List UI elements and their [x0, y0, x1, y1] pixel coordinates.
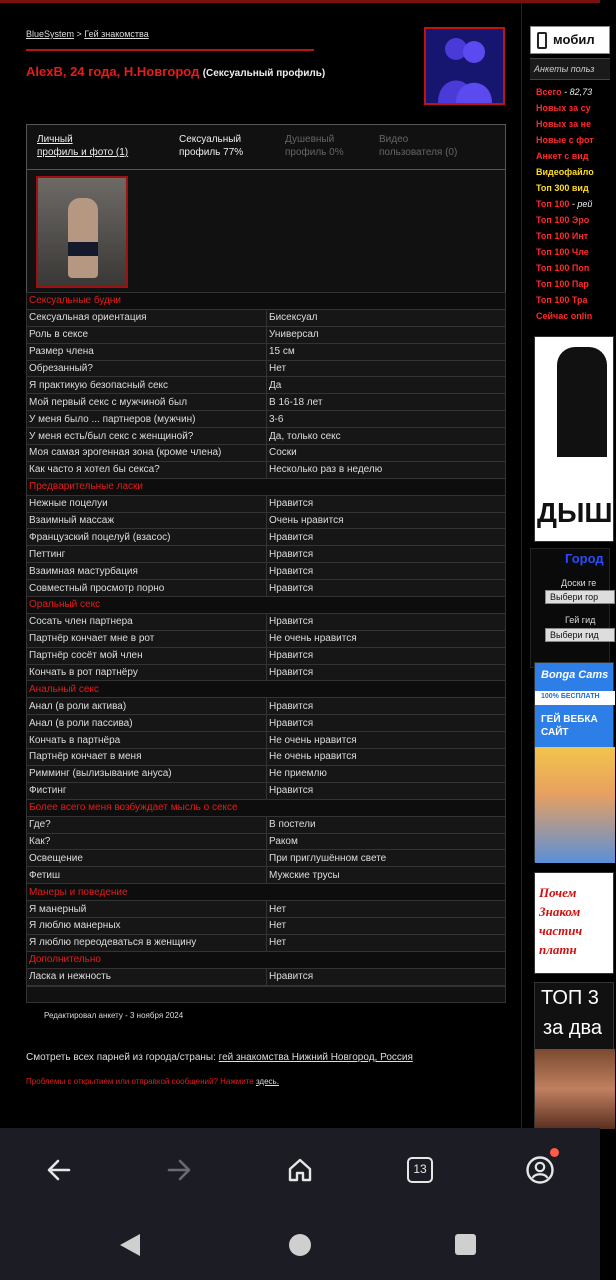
row-value: Нравится: [267, 782, 506, 799]
sidebar-link[interactable]: Топ 100 Чле: [536, 247, 589, 257]
row-label: Французский поцелуй (взасос): [27, 529, 267, 546]
row-label: Кончать в рот партнёру: [27, 664, 267, 681]
ad-banner-1[interactable]: ДЫШ: [534, 336, 614, 542]
row-label: Мой первый секс с мужчиной был: [27, 394, 267, 411]
table-row: [27, 343, 506, 360]
table-row: [27, 309, 506, 326]
table-row: [27, 833, 506, 850]
forward-button[interactable]: [159, 1150, 199, 1190]
row-label: Я люблю переодеваться в женщину: [27, 934, 267, 951]
sidebar-link[interactable]: Топ 100 Пар: [536, 279, 589, 289]
row-label: Как?: [27, 833, 267, 850]
sidebar-link[interactable]: Анкет с вид: [536, 151, 589, 161]
section-title: Анальный секс: [27, 681, 506, 698]
table-row: [27, 613, 506, 630]
breadcrumb: BlueSystem > Гей знакомства: [26, 29, 149, 39]
mobile-version-button[interactable]: мобил: [530, 26, 610, 54]
row-value: Нравится: [267, 495, 506, 512]
row-label: Сосать член партнера: [27, 613, 267, 630]
table-row: [27, 428, 506, 445]
tab-soul[interactable]: Душевный профиль 0%: [285, 134, 344, 158]
table-row: [27, 377, 506, 394]
breadcrumb-section-link[interactable]: Гей знакомства: [84, 29, 149, 39]
section-header-row: [27, 884, 506, 901]
sidebar-link[interactable]: Топ 300 вид: [536, 183, 589, 193]
tab-count: 13: [407, 1157, 433, 1183]
row-value: Нравится: [267, 664, 506, 681]
system-back-button[interactable]: [120, 1234, 140, 1256]
section-title: Сексуальные будни: [27, 293, 506, 310]
table-row: [27, 529, 506, 546]
row-label: Моя самая эрогенная зона (кроме члена): [27, 445, 267, 462]
tab-sexual[interactable]: Сексуальный профиль 77%: [179, 134, 244, 158]
row-value: Нравится: [267, 968, 506, 985]
table-row: [27, 934, 506, 951]
row-label: Я практикую безопасный секс: [27, 377, 267, 394]
row-label: Я манерный: [27, 901, 267, 918]
city-block: Город Доски ге Выбери гор Гей гид Выбери гид: [530, 548, 610, 668]
row-value: Нравится: [267, 647, 506, 664]
sidebar-header: Анкеты польз: [530, 58, 610, 80]
table-row: [27, 715, 506, 732]
section-header-row: [27, 799, 506, 816]
row-value: Нравится: [267, 563, 506, 580]
sidebar-link[interactable]: Всего - 82,73: [536, 87, 593, 97]
table-row: [27, 867, 506, 884]
row-value: В 16-18 лет: [267, 394, 506, 411]
row-label: Роль в сексе: [27, 326, 267, 343]
table-row: [27, 850, 506, 867]
profile-table: [26, 292, 506, 986]
row-label: Партнёр кончает в меня: [27, 749, 267, 766]
table-footer-bar: [26, 986, 506, 1003]
back-button[interactable]: [39, 1150, 79, 1190]
section-title: Манеры и поведение: [27, 884, 506, 901]
sidebar-link[interactable]: Сейчас onlin: [536, 311, 593, 321]
row-label: Взаимный массаж: [27, 512, 267, 529]
table-row: [27, 580, 506, 597]
row-value: Нравится: [267, 613, 506, 630]
table-row: [27, 901, 506, 918]
table-row: [27, 765, 506, 782]
table-row: [27, 495, 506, 512]
table-row: [27, 394, 506, 411]
system-home-button[interactable]: [289, 1234, 311, 1256]
row-value: Очень нравится: [267, 512, 506, 529]
row-value: Бисексуал: [267, 309, 506, 326]
row-label: У меня было ... партнеров (мужчин): [27, 411, 267, 428]
row-label: У меня есть/был секс с женщиной?: [27, 428, 267, 445]
section-title: Предварительные ласки: [27, 478, 506, 495]
home-icon: [286, 1156, 314, 1184]
tab-personal[interactable]: Личный профиль и фото (1): [37, 134, 129, 158]
row-value: 3-6: [267, 411, 506, 428]
row-value: Не очень нравится: [267, 732, 506, 749]
row-value: Несколько раз в неделю: [267, 461, 506, 478]
row-label: Сексуальная ориентация: [27, 309, 267, 326]
sidebar-link[interactable]: Топ 100 Тра: [536, 295, 588, 305]
table-row: [27, 563, 506, 580]
row-label: Ласка и нежность: [27, 968, 267, 985]
profile-subtitle: (Сексуальный профиль): [202, 68, 326, 79]
row-value: Нет: [267, 934, 506, 951]
row-value: Нравится: [267, 580, 506, 597]
table-row: [27, 917, 506, 934]
row-value: Нет: [267, 917, 506, 934]
row-value: В постели: [267, 816, 506, 833]
see-all-link[interactable]: гей знакомства Нижний Новгород, Россия: [218, 1052, 413, 1063]
main-content: [0, 3, 522, 1128]
problems-line: Проблемы с открытием или отправкой сообщений? Нажмите здесь.: [26, 1077, 279, 1086]
row-value: Нравится: [267, 698, 506, 715]
row-value: Универсал: [267, 326, 506, 343]
problems-here-link[interactable]: здесь.: [255, 1077, 279, 1086]
row-label: Обрезанный?: [27, 360, 267, 377]
row-value: Мужские трусы: [267, 867, 506, 884]
see-all-line: Смотреть всех парней из города/страны: гей знакомства Нижний Новгород, Россия: [26, 1052, 413, 1063]
row-value: Да: [267, 377, 506, 394]
row-label: Нежные поцелуи: [27, 495, 267, 512]
system-recents-button[interactable]: [455, 1234, 476, 1255]
tabs-button[interactable]: [400, 1150, 440, 1190]
section-title: Более всего меня возбуждает мысль о сексе: [27, 799, 506, 816]
row-value: Соски: [267, 445, 506, 462]
row-label: Партнёр сосёт мой член: [27, 647, 267, 664]
row-value: Нравится: [267, 715, 506, 732]
ad-banner-4[interactable]: ТОП 3 за два: [534, 982, 614, 1128]
title-divider: [26, 49, 314, 51]
row-label: Освещение: [27, 850, 267, 867]
tab-video[interactable]: Видео пользователя (0): [379, 134, 458, 158]
row-value: При приглушённом свете: [267, 850, 506, 867]
browser-toolbar: [0, 1128, 600, 1212]
right-sidebar: [530, 24, 613, 1128]
row-value: Нет: [267, 360, 506, 377]
table-row: [27, 782, 506, 799]
guides-select[interactable]: Выбери гид: [545, 628, 615, 642]
phone-icon: [537, 32, 547, 49]
edited-date: Редактировал анкету - 3 ноября 2024: [44, 1011, 184, 1020]
home-button[interactable]: [280, 1150, 320, 1190]
row-label: Партнёр кончает мне в рот: [27, 630, 267, 647]
arrow-left-icon: [45, 1156, 73, 1184]
row-value: Не очень нравится: [267, 749, 506, 766]
profile-tabs: [26, 124, 506, 170]
table-row: [27, 546, 506, 563]
table-row: [27, 698, 506, 715]
table-row: [27, 326, 506, 343]
row-label: Как часто я хотел бы секса?: [27, 461, 267, 478]
table-row: [27, 749, 506, 766]
table-row: [27, 360, 506, 377]
profile-photo[interactable]: [36, 176, 128, 288]
system-navigation: [0, 1212, 600, 1280]
section-title: Оральный секс: [27, 597, 506, 614]
row-label: Взаимная мастурбация: [27, 563, 267, 580]
row-label: Совместный просмотр порно: [27, 580, 267, 597]
notification-dot: [550, 1148, 559, 1157]
page-title: [26, 64, 325, 79]
photo-area: [26, 170, 506, 292]
row-label: Размер члена: [27, 343, 267, 360]
sidebar-link[interactable]: Топ 100 - рей: [536, 199, 593, 209]
row-label: Кончать в партнёра: [27, 732, 267, 749]
row-label: Фистинг: [27, 782, 267, 799]
row-value: Нет: [267, 901, 506, 918]
table-row: [27, 732, 506, 749]
sidebar-link[interactable]: Новых за су: [536, 103, 591, 113]
row-label: Я люблю манерных: [27, 917, 267, 934]
row-value: Раком: [267, 833, 506, 850]
sidebar-link[interactable]: Топ 100 Инт: [536, 231, 589, 241]
section-header-row: [27, 681, 506, 698]
sidebar-link[interactable]: Новых за не: [536, 119, 592, 129]
section-header-row: [27, 597, 506, 614]
table-row: [27, 647, 506, 664]
row-label: Анал (в роли актива): [27, 698, 267, 715]
account-icon: [525, 1155, 555, 1185]
row-value: Нравится: [267, 529, 506, 546]
boards-city-select[interactable]: Выбери гор: [545, 590, 615, 604]
section-title: Дополнительно: [27, 951, 506, 968]
sidebar-links: [536, 84, 616, 324]
table-row: [27, 968, 506, 985]
row-value: Нравится: [267, 546, 506, 563]
row-label: Римминг (вылизывание ануса): [27, 765, 267, 782]
row-value: 15 см: [267, 343, 506, 360]
ad-banner-2[interactable]: Bonga Cams 100% БЕСПЛАТН ГЕЙ ВЕБКА САЙТ: [534, 662, 614, 862]
table-row: [27, 816, 506, 833]
row-label: Анал (в роли пассива): [27, 715, 267, 732]
table-row: [27, 445, 506, 462]
breadcrumb-site-link[interactable]: BlueSystem: [26, 29, 75, 39]
sidebar-link[interactable]: Топ 100 Эро: [536, 215, 590, 225]
table-row: [27, 411, 506, 428]
sidebar-link[interactable]: Новые с фот: [536, 135, 594, 145]
section-header-row: [27, 293, 506, 310]
row-value: Да, только секс: [267, 428, 506, 445]
sidebar-link[interactable]: Топ 100 Поп: [536, 263, 590, 273]
row-value: Не приемлю: [267, 765, 506, 782]
table-row: [27, 512, 506, 529]
section-header-row: [27, 478, 506, 495]
row-label: Где?: [27, 816, 267, 833]
row-value: Не очень нравится: [267, 630, 506, 647]
row-label: Петтинг: [27, 546, 267, 563]
sidebar-link[interactable]: Видеофайло: [536, 167, 594, 177]
section-header-row: [27, 951, 506, 968]
row-label: Фетиш: [27, 867, 267, 884]
table-row: [27, 630, 506, 647]
couple-silhouette-icon: [426, 29, 503, 103]
table-row: [27, 664, 506, 681]
avatar[interactable]: [424, 27, 505, 105]
arrow-right-icon: [165, 1156, 193, 1184]
ad-banner-3[interactable]: Почем Знаком частич платн: [534, 872, 614, 974]
profile-name: AlexB, 24 года, Н.Новгород: [26, 64, 200, 79]
table-row: [27, 461, 506, 478]
